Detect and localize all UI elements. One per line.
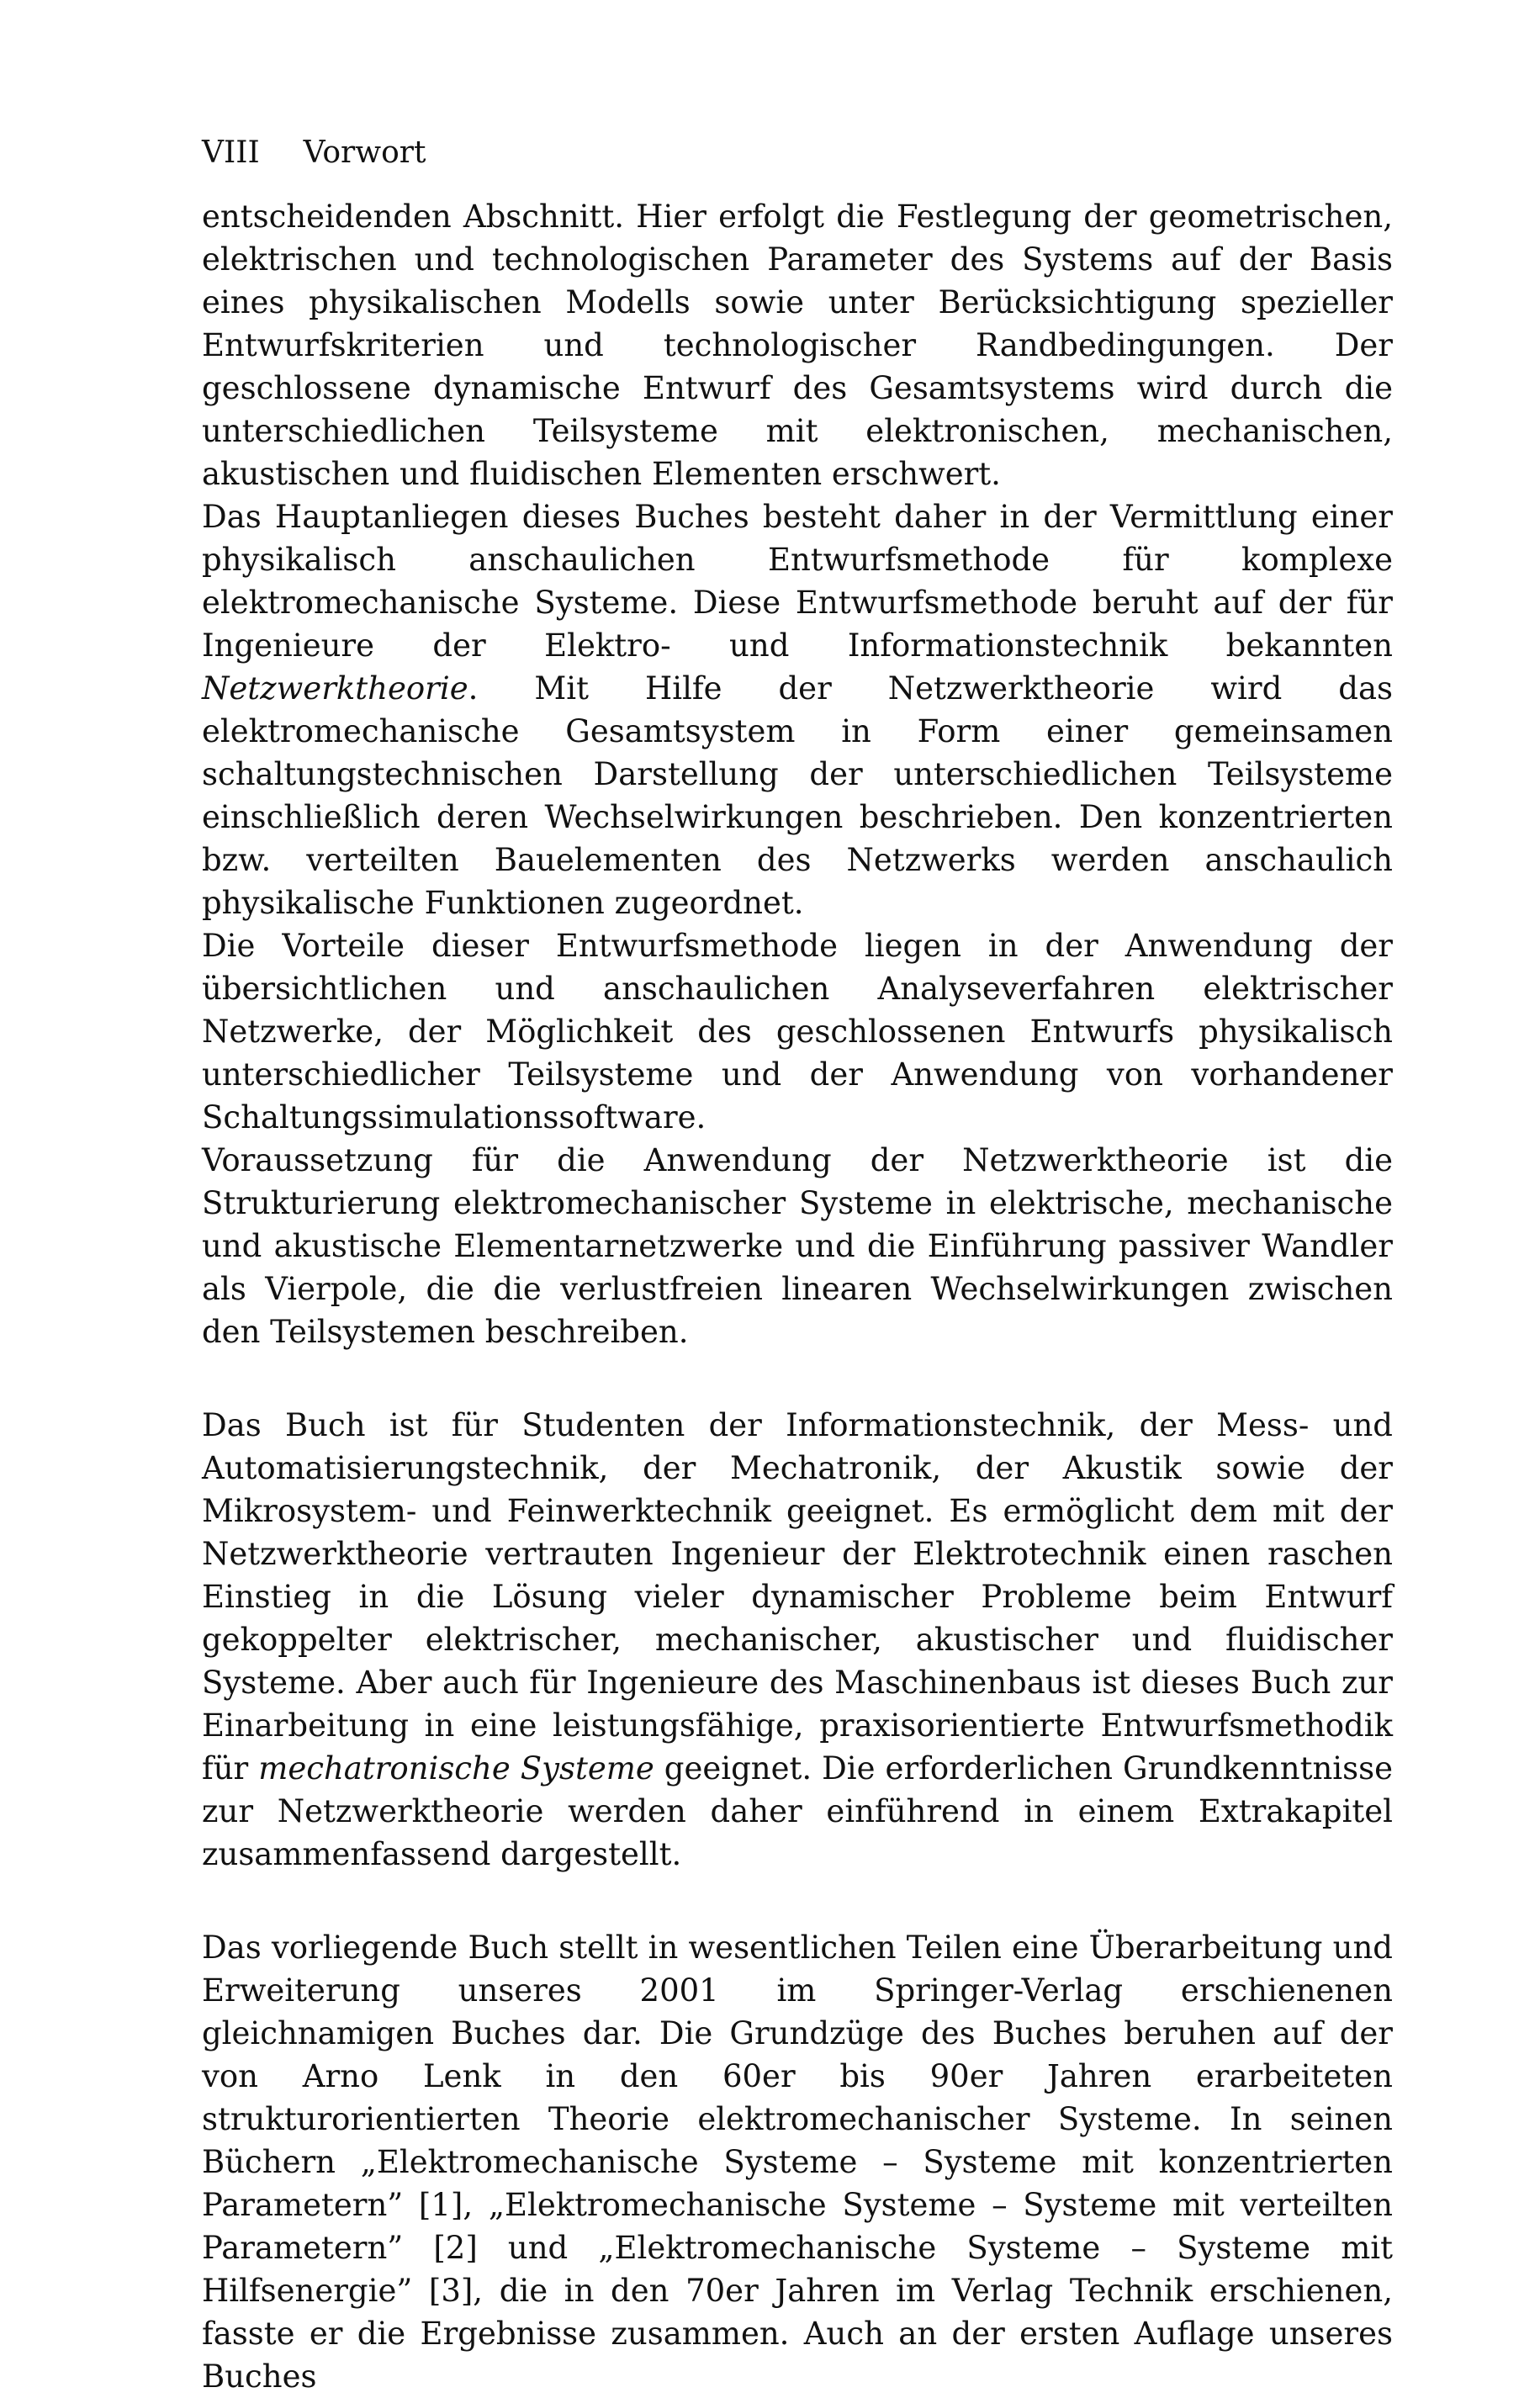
- paragraph-1-text: entscheidenden Abschnitt. Hier erfolgt die Festlegung der geometrischen, elektrischen und technologischen Parameter des Systems auf der Basis eines physikalischen Modells sowie unter Berücksichtigung spezieller Entwurfskriterien und technologischer Randbedingungen. Der geschlossene dynamische Entwurf des Gesamtsystems wird durch die unterschiedlichen Teilsysteme mit elektronischen, mechanischen, akustischen und fluidischen Elementen erschwert.: [202, 199, 1393, 492]
- emphasis-netzwerktheorie: Netzwerktheorie: [202, 670, 468, 707]
- paragraph-5: [202, 1404, 1393, 1876]
- paragraph-6-text: Das vorliegende Buch stellt in wesentlichen Teilen eine Überarbeitung und Erweiterung unseres 2001 im Springer-Verlag erschienenen gleichnamigen Buches dar. Die Grundzüge des Buches beruhen auf der von Arno Lenk in den 60er bis 90er Jahren erarbeiteten strukturorientierten Theorie elektromechanischer Systeme. In seinen Büchern „Elektromechanische Systeme – Systeme mit konzentrierten Parametern” [1], „Elektromechanische Systeme – Systeme mit verteilten Parametern” [2] und „Elektromechanische Systeme – Systeme mit Hilfsenergie” [3], die in den 70er Jahren im Verlag Technik erschienen, fasste er die Ergebnisse zusammen. Auch an der ersten Auflage unseres Buches: [202, 1930, 1393, 2395]
- body-text: [202, 195, 1393, 2398]
- running-header: [202, 135, 426, 172]
- paragraph-4: [202, 1139, 1393, 1353]
- paragraph-6: [202, 1926, 1393, 2398]
- paragraph-3: [202, 924, 1393, 1139]
- page-number: VIII: [202, 135, 260, 170]
- paragraph-2-text-a: Das Hauptanliegen dieses Buches besteht daher in der Vermittlung einer physikalisch anschaulichen Entwurfsmethode für komplexe elektromechanische Systeme. Diese Entwurfsmethode beruht auf der für Ingenieure der Elektro- und Informationstechnik bekannten: [202, 499, 1393, 664]
- paragraph-4-text: Voraussetzung für die Anwendung der Netzwerktheorie ist die Strukturierung elektromechanischer Systeme in elektrische, mechanische und akustische Elementarnetzwerke und die Einführung passiver Wandler als Vierpole, die die verlustfreien linearen Wechselwirkungen zwischen den Teilsystemen beschreiben.: [202, 1142, 1393, 1350]
- paragraph-5-text-a: Das Buch ist für Studenten der Informationstechnik, der Mess- und Automatisierungstechnik, der Mechatronik, der Akustik sowie der Mikrosystem- und Feinwerktechnik geeignet. Es ermöglicht dem mit der Netzwerktheorie vertrauten Ingenieur der Elektrotechnik einen raschen Einstieg in die Lösung vieler dynamischer Probleme beim Entwurf gekoppelter elektrischer, mechanischer, akustischer und fluidischer Systeme. Aber auch für Ingenieure des Maschinenbaus ist dieses Buch zur Einarbeitung in eine leistungsfähige, praxisorientierte Entwurfsmethodik für: [202, 1407, 1393, 1787]
- paragraph-1: [202, 195, 1393, 495]
- paragraph-5-text-b: geeignet. Die erforderlichen Grundkenntnisse zur Netzwerktheorie werden daher einführend in einem Extrakapitel zusammenfassend dargestellt.: [202, 1750, 1393, 1872]
- paragraph-2-text-b: . Mit Hilfe der Netzwerktheorie wird das elektromechanische Gesamtsystem in Form einer gemeinsamen schaltungstechnischen Darstellung der unterschiedlichen Teilsysteme einschließlich deren Wechselwirkungen beschrieben. Den konzentrierten bzw. verteilten Bauelementen des Netzwerks werden anschaulich physikalische Funktionen zugeordnet.: [202, 670, 1393, 921]
- emphasis-mechatronische-systeme: mechatronische Systeme: [258, 1750, 654, 1787]
- paragraph-2: [202, 495, 1393, 924]
- paragraph-3-text: Die Vorteile dieser Entwurfsmethode liegen in der Anwendung der übersichtlichen und anschaulichen Analyseverfahren elektrischer Netzwerke, der Möglichkeit des geschlossenen Entwurfs physikalisch unterschiedlicher Teilsysteme und der Anwendung von vorhandener Schaltungssimulationssoftware.: [202, 928, 1393, 1135]
- section-title: Vorwort: [303, 135, 426, 170]
